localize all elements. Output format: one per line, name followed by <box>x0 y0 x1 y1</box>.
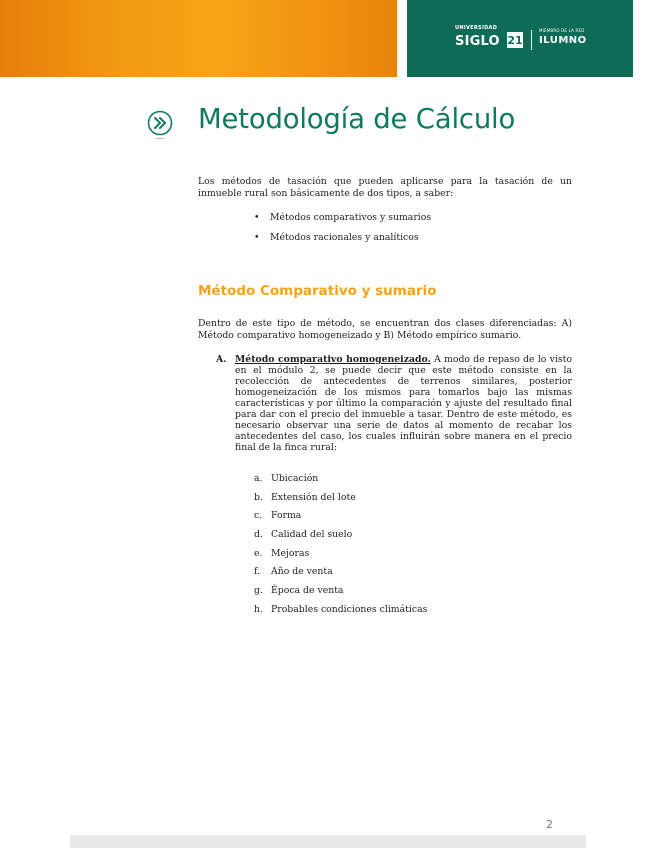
list-text: Época de venta <box>271 585 344 597</box>
bullet-icon: • <box>254 232 260 243</box>
list-text: Forma <box>271 510 302 522</box>
page-number: 2 <box>546 818 553 831</box>
list-text: Mejoras <box>271 547 310 559</box>
title-icon-underline <box>156 138 164 139</box>
list-text: Probables condiciones climáticas <box>271 603 428 615</box>
bullet-text: Métodos racionales y analíticos <box>270 232 419 243</box>
item-a-letter: A. <box>216 354 227 365</box>
item-a-paragraph <box>235 354 572 453</box>
page-title: Metodología de Cálculo <box>198 103 516 135</box>
list-text: Año de venta <box>271 566 333 578</box>
logo-separator <box>531 30 532 50</box>
bullet-text: Métodos comparativos y sumarios <box>270 212 432 223</box>
list-letter: g. <box>254 585 263 597</box>
bullet-icon: • <box>254 212 260 223</box>
section-heading: Método Comparativo y sumario <box>198 283 437 299</box>
list-letter: e. <box>254 547 263 559</box>
list-letter: f. <box>254 566 261 578</box>
double-chevron-right-icon <box>147 110 173 136</box>
logo-ilumno-tagline: MIEMBRO DE LA RED <box>539 28 585 33</box>
intro-paragraph: Los métodos de tasación que pueden aplicarse para la tasación de un inmueble rural son básicamente de dos tipos, a saber: <box>198 176 572 199</box>
list-letter: a. <box>254 473 263 484</box>
footer-bar <box>70 835 586 848</box>
logo-ilumno-text: ILUMNO <box>539 35 587 46</box>
header-orange-banner <box>0 0 397 77</box>
logo-siglo-text: SIGLO <box>455 34 500 49</box>
item-a-lead: Método comparativo homogeneizado. <box>235 354 431 365</box>
logo-universidad-text: UNIVERSIDAD <box>455 25 498 31</box>
list-letter: d. <box>254 529 263 541</box>
list-letter: h. <box>254 603 263 615</box>
item-a-text: A modo de repaso de lo visto en el módulo 2, se puede decir que este método consiste en la recolección de antecedentes de terrenos similares, posterior homogeneización de los mismos para tomarlos bajo las mismas características y por último la comparación y ajuste del resultado final para dar con el precio del inmueble a tasar. Dentro de este método, es necesario observar una serie de datos al momento de recabar los antecedentes del caso, los cuales influirán sobre manera en el precio final de la finca rural: <box>235 354 572 453</box>
list-letter: b. <box>254 491 263 503</box>
list-letter: c. <box>254 510 263 522</box>
list-text: Extensión del lote <box>271 491 356 503</box>
logo-21-box: 21 <box>507 33 523 47</box>
section-intro-paragraph: Dentro de este tipo de método, se encuentran dos clases diferenciadas: A) Método comparativo homogeneizado y B) Método empírico sumario. <box>198 318 572 341</box>
list-text: Calidad del suelo <box>271 529 353 541</box>
list-text: Ubicación <box>271 473 319 484</box>
